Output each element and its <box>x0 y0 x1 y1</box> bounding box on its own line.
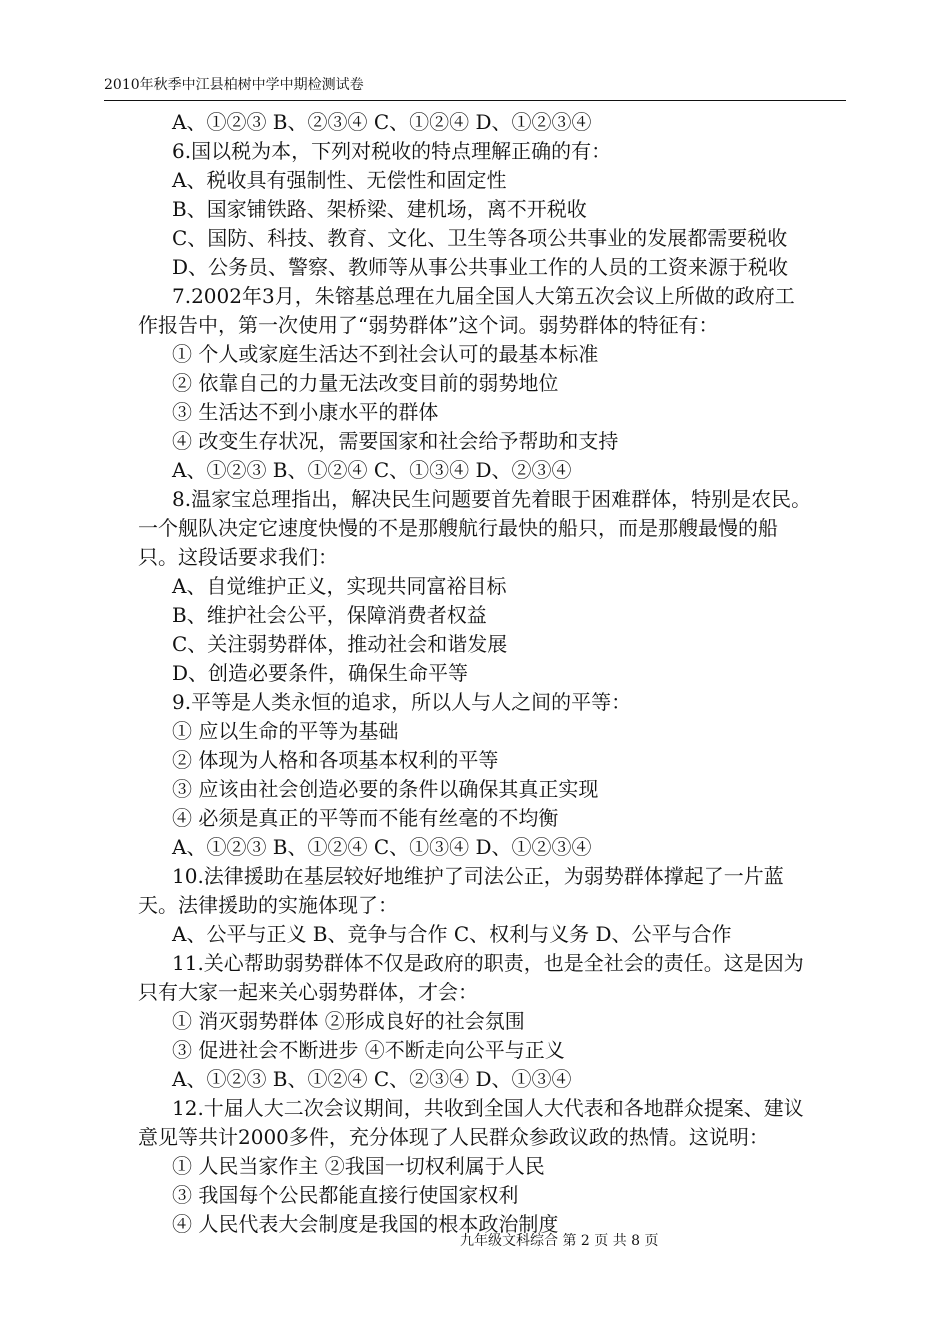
option-line: A、①②③ B、①②④ C、①③④ D、①②③④ <box>172 835 592 859</box>
option-line: C、关注弱势群体，推动社会和谐发展 <box>172 632 508 656</box>
option-line: A、①②③ B、①②④ C、②③④ D、①③④ <box>172 1067 572 1091</box>
option-line: B、国家铺铁路、架桥梁、建机场，离不开税收 <box>172 197 587 221</box>
option-line: ③ 我国每个公民都能直接行使国家权利 <box>172 1183 519 1207</box>
question-8-stem: 8.温家宝总理指出，解决民生问题要首先着眼于困难群体，特别是农民。 <box>172 487 812 511</box>
text-line: 一个舰队决定它速度快慢的不是那艘航行最快的船只，而是那艘最慢的船 <box>138 516 778 540</box>
option-line: ② 体现为人格和各项基本权利的平等 <box>172 748 499 772</box>
question-12-stem: 12.十届人大二次会议期间，共收到全国人大代表和各地群众提案、建议 <box>172 1096 804 1120</box>
option-line: ② 依靠自己的力量无法改变目前的弱势地位 <box>172 371 559 395</box>
option-line: A、税收具有强制性、无偿性和固定性 <box>172 168 507 192</box>
text-line: 天。法律援助的实施体现了： <box>138 893 398 917</box>
text-line: 作报告中，第一次使用了“弱势群体”这个词。弱势群体的特征有： <box>138 313 719 337</box>
option-line: C、国防、科技、教育、文化、卫生等各项公共事业的发展都需要税收 <box>172 226 788 250</box>
option-line: A、自觉维护正义，实现共同富裕目标 <box>172 574 507 598</box>
option-line: A、公平与正义 B、竞争与合作 C、权利与义务 D、公平与合作 <box>172 922 732 946</box>
option-line: A、①②③ B、①②④ C、①③④ D、②③④ <box>172 458 572 482</box>
question-7-stem: 7.2002年3月，朱镕基总理在九届全国人大第五次会议上所做的政府工 <box>172 284 795 308</box>
option-line: ③ 促进社会不断进步 ④不断走向公平与正义 <box>172 1038 565 1062</box>
page-footer <box>460 1232 659 1250</box>
header-title: 2010年秋季中江县柏树中学中期检测试卷 <box>104 77 364 93</box>
option-line: ① 应以生命的平等为基础 <box>172 719 399 743</box>
option-line: ④ 人民代表大会制度是我国的根本政治制度 <box>172 1212 559 1236</box>
text-line: 只。这段话要求我们： <box>138 545 338 569</box>
document-body <box>138 108 848 1239</box>
option-line: ① 人民当家作主 ②我国一切权利属于人民 <box>172 1154 545 1178</box>
option-line: B、维护社会公平，保障消费者权益 <box>172 603 487 627</box>
footer-page-info: 九年级文科综合 第 2 页 共 8 页 <box>460 1233 659 1249</box>
text-line: 只有大家一起来关心弱势群体，才会： <box>138 980 478 1004</box>
question-9-stem: 9.平等是人类永恒的追求，所以人与人之间的平等： <box>172 690 632 714</box>
text-line: 意见等共计2000多件，充分体现了人民群众参政议政的热情。这说明： <box>138 1125 769 1149</box>
question-6-stem: 6.国以税为本，下列对税收的特点理解正确的有： <box>172 139 612 163</box>
page-header <box>104 76 846 101</box>
option-line: ④ 必须是真正的平等而不能有丝毫的不均衡 <box>172 806 559 830</box>
option-line: D、创造必要条件，确保生命平等 <box>172 661 469 685</box>
question-11-stem: 11.关心帮助弱势群体不仅是政府的职责，也是全社会的责任。这是因为 <box>172 951 804 975</box>
option-line: D、公务员、警察、教师等从事公共事业工作的人员的工资来源于税收 <box>172 255 789 279</box>
option-line: ④ 改变生存状况，需要国家和社会给予帮助和支持 <box>172 429 619 453</box>
option-line: ③ 应该由社会创造必要的条件以确保其真正实现 <box>172 777 599 801</box>
option-line: ① 个人或家庭生活达不到社会认可的最基本标准 <box>172 342 599 366</box>
option-line: ③ 生活达不到小康水平的群体 <box>172 400 439 424</box>
text-line: A、①②③ B、②③④ C、①②④ D、①②③④ <box>172 110 592 134</box>
option-line: ① 消灭弱势群体 ②形成良好的社会氛围 <box>172 1009 525 1033</box>
question-10-stem: 10.法律援助在基层较好地维护了司法公正，为弱势群体撑起了一片蓝 <box>172 864 784 888</box>
